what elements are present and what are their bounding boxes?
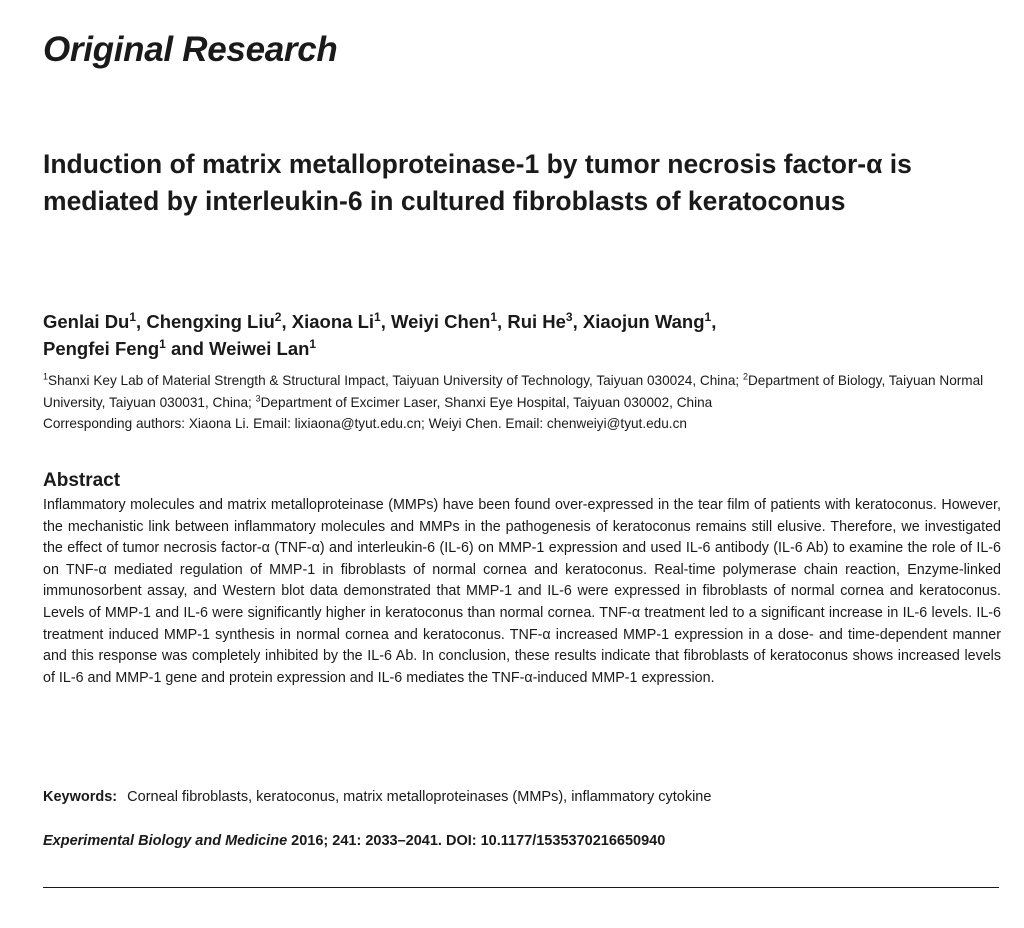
keywords-label: Keywords: <box>43 789 118 805</box>
keywords-text: Corneal fibroblasts, keratoconus, matrix metalloproteinases (MMPs), inflammatory cytokine <box>127 789 712 805</box>
corresponding-authors: Corresponding authors: Xiaona Li. Email: lixiaona@tyut.edu.cn; Weiyi Chen. Email: chenweiyi@tyut.edu.cn <box>43 416 687 431</box>
author: Weiwei Lan$^1$ <box>209 336 317 359</box>
citation-details: 2016; 241: 2033–2041. DOI: 10.1177/1535370216650940 <box>287 833 666 849</box>
author-list <box>43 308 993 362</box>
author: Weiyi Chen$^1$, <box>390 309 508 332</box>
affiliation: $^1$Shanxi Key Lab of Material Strength & Structural Impact, Taiyuan University of Technology, Taiyuan 030024, China; <box>43 371 743 388</box>
author: Rui He$^3$, <box>507 309 583 332</box>
author: Pengfei Feng$^1$ and <box>43 336 210 359</box>
divider-rule <box>43 887 999 888</box>
keywords <box>43 787 711 808</box>
author: Xiaona Li$^1$, <box>291 309 391 332</box>
affiliation: $^2$Department of Biology, Taiyuan Normal University, Taiyuan 030031, China; <box>43 371 984 410</box>
author: Xiaojun Wang$^1$, <box>582 309 717 332</box>
article-title: Induction of matrix metalloproteinase-1 by tumor necrosis factor-α is mediated by interleukin-6 in cultured fibroblasts of keratoconus <box>43 149 912 216</box>
author: Chengxing Liu$^2$, <box>146 309 292 332</box>
article-page <box>43 0 1001 928</box>
author: Genlai Du$^1$, <box>43 309 147 332</box>
affiliation: $^3$Department of Excimer Laser, Shanxi Eye Hospital, Taiyuan 030002, China <box>255 392 713 410</box>
citation <box>43 831 665 852</box>
section-label: Original Research <box>43 30 338 69</box>
abstract-heading: Abstract <box>43 470 121 491</box>
journal-name: Experimental Biology and Medicine <box>43 833 288 849</box>
affiliations <box>43 370 1003 435</box>
abstract-text: Inflammatory molecules and matrix metalloproteinase (MMPs) have been found over-expressed in the tear film of patients with keratoconus. However, the mechanistic link between inflammatory molecules and MMPs in the pathogenesis of keratoconus remains still elusive. Therefore, we investigated the effect of tumor necrosis factor-α (TNF-α) and interleukin-6 (IL-6) on MMP-1 expression and used IL-6 antibody (IL-6 Ab) to examine the role of IL-6 on TNF-α mediated regulation of MMP-1 in fibroblasts of normal cornea and keratoconus. Real-time polymerase chain reaction, Enzyme-linked immunosorbent assay, and Western blot data demonstrated that MMP-1 and IL-6 were expressed in fibroblasts of normal cornea and keratoconus. Levels of MMP-1 and IL-6 were significantly higher in keratoconus than normal cornea. TNF-α treatment led to a significant increase in IL-6 levels. IL-6 treatment induced MMP-1 synthesis in normal cornea and keratoconus. TNF-α increased MMP-1 expression in a dose- and time-dependent manner and this response was completely inhibited by the IL-6 Ab. In conclusion, these results indicate that fibroblasts of keratoconus shows increased levels of IL-6 and MMP-1 gene and protein expression and IL-6 mediates the TNF-α-induced MMP-1 expression. <box>43 497 1001 686</box>
